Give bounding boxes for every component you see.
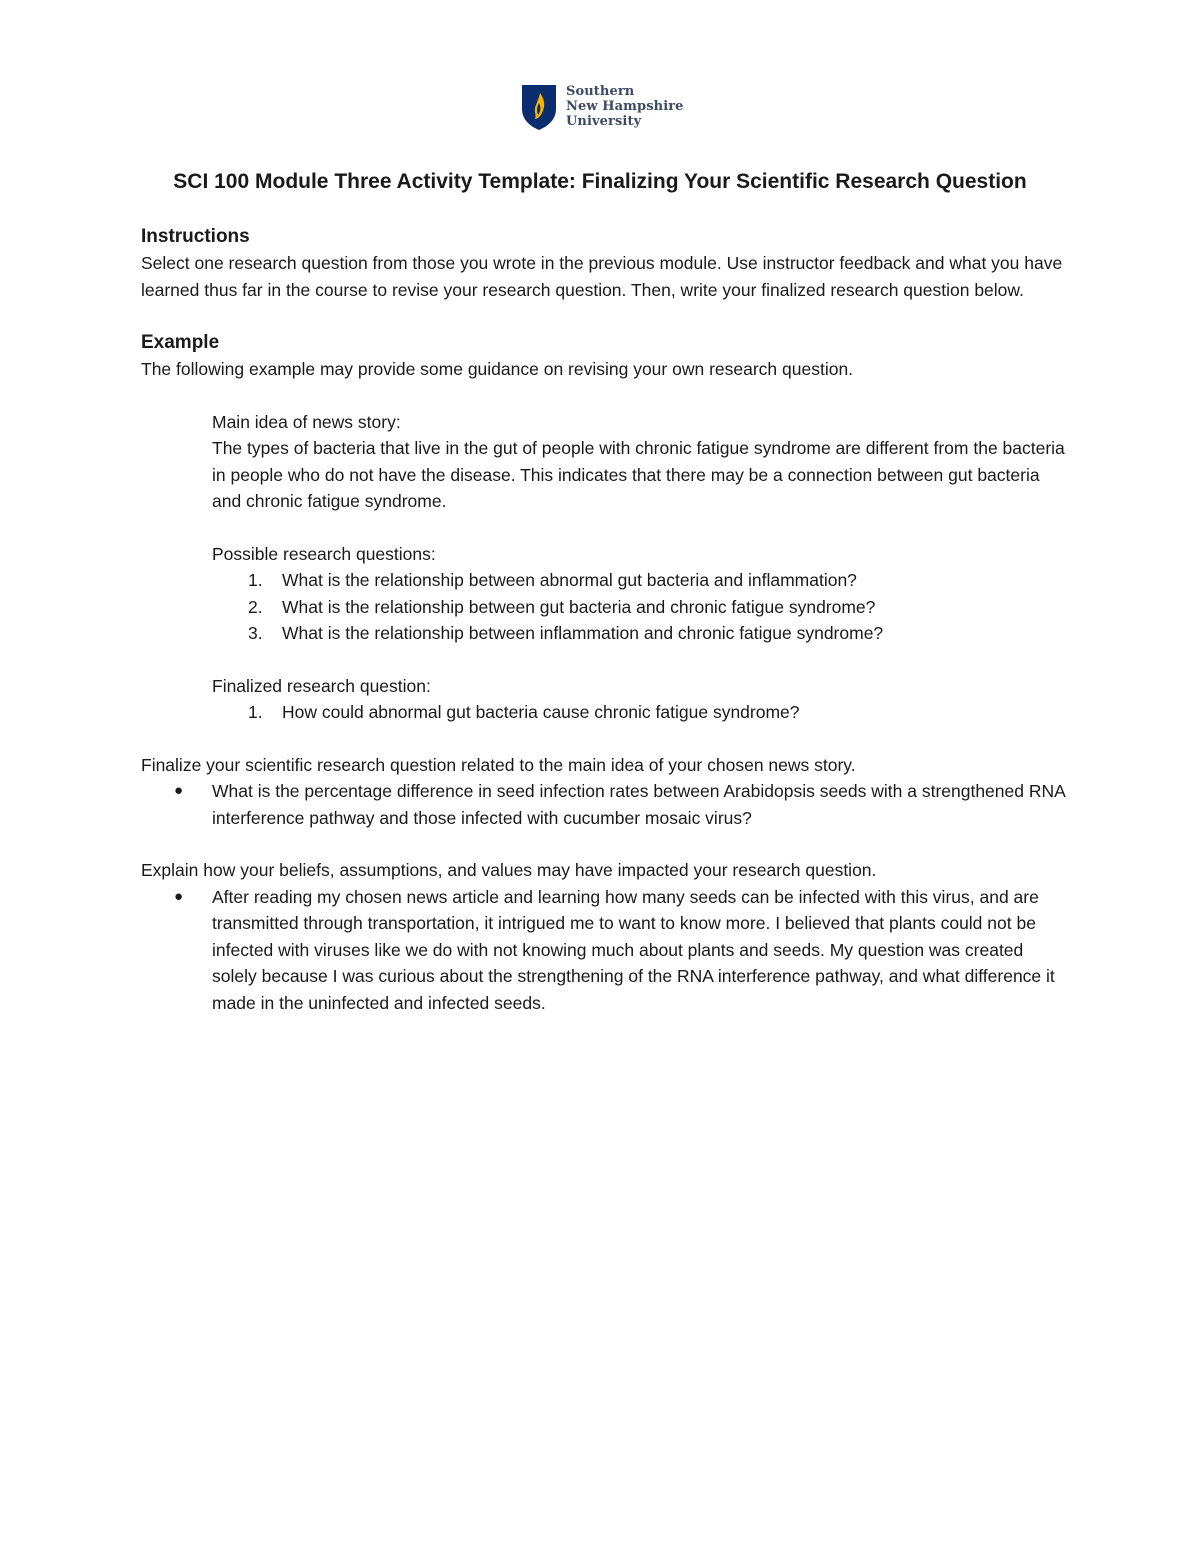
instructions-text: Select one research question from those you wrote in the previous module. Use instructor feedback and what you have learned thus far in the course to revise your research question. Then, write your finalized research question below.	[141, 253, 1063, 300]
list-item	[141, 594, 1071, 621]
list-item	[141, 699, 1071, 726]
explain-prompt: Explain how your beliefs, assumptions, and values may have impacted your research question.	[141, 860, 877, 880]
document-title: SCI 100 Module Three Activity Template: Finalizing Your Scientific Research Question	[173, 170, 1027, 193]
logo-line-3: University	[566, 114, 642, 129]
example-intro: The following example may provide some guidance on revising your own research question.	[141, 359, 854, 379]
bullet-icon: ●	[174, 782, 184, 799]
logo-line-2: New Hampshire	[566, 99, 684, 114]
finalize-answer-text: What is the percentage difference in seed infection rates between Arabidopsis seeds with a strengthened RNA interference pathway and those infected with cucumber mosaic virus?	[212, 781, 1065, 828]
logo-line-1: Southern	[566, 84, 635, 99]
university-logo	[520, 83, 684, 133]
list-item-text: How could abnormal gut bacteria cause chronic fatigue syndrome?	[282, 702, 800, 722]
logo-wordmark	[566, 84, 684, 129]
finalize-prompt: Finalize your scientific research question related to the main idea of your chosen news story.	[141, 754, 856, 775]
list-item-text: What is the relationship between inflammation and chronic fatigue syndrome?	[282, 623, 884, 643]
possible-questions-label: Possible research questions:	[212, 543, 436, 564]
bullet-icon: ●	[174, 887, 184, 905]
main-idea-label: Main idea of news story:	[212, 411, 401, 432]
list-item	[141, 778, 1071, 831]
list-item-text: What is the relationship between abnormal gut bacteria and inflammation?	[282, 570, 857, 590]
shield-flame-icon	[520, 83, 558, 131]
list-number: 3.	[248, 623, 263, 643]
explain-answer-text: After reading my chosen news article and learning how many seeds can be infected with this virus, and are transmitted through transportation, it intrigued me to want to know more. I believed that plants could not be infected with viruses like we do with not knowing much about plants and seeds. My question was created solely because I was curious about the strengthening of the RNA interference pathway, and what difference it made in the uninfected and infected seeds.	[212, 886, 1055, 1013]
explain-answer-list	[141, 884, 1071, 1017]
list-item	[141, 620, 1071, 647]
instructions-heading: Instructions	[141, 226, 250, 247]
finalized-question-label: Finalized research question:	[212, 675, 431, 696]
finalize-answer-list	[141, 778, 1071, 831]
list-item	[141, 884, 1071, 1017]
finalized-questions-list	[141, 699, 1071, 726]
possible-questions-list	[141, 567, 1071, 647]
list-item-text: What is the relationship between gut bacteria and chronic fatigue syndrome?	[282, 596, 876, 617]
list-item	[141, 567, 1071, 594]
example-heading: Example	[141, 332, 220, 353]
list-number: 1.	[248, 570, 263, 590]
main-idea-text: The types of bacteria that live in the gut of people with chronic fatigue syndrome are different from the bacteria in people who do not have the disease. This indicates that there may be a connection between gut bacteria and chronic fatigue syndrome.	[212, 438, 1065, 511]
list-number: 1.	[248, 702, 263, 722]
list-number: 2.	[248, 596, 263, 617]
main-idea-block	[212, 409, 1071, 515]
document-body	[141, 223, 1071, 1016]
